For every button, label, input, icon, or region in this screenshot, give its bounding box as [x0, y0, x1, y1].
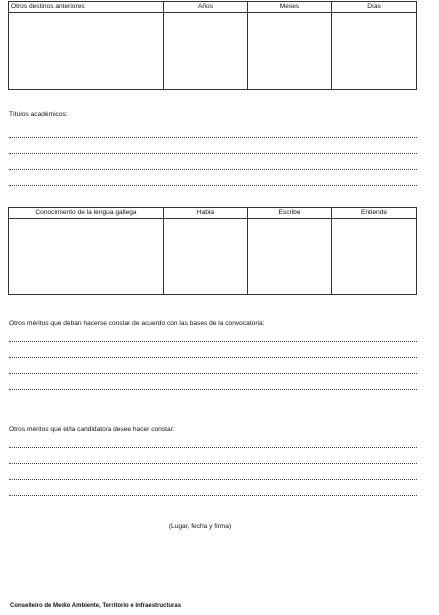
academic-titles-line-4[interactable] [9, 185, 417, 186]
academic-titles-label: Títulos académicos: [9, 111, 68, 118]
header-months: Meses [248, 2, 332, 13]
table-header-row [9, 2, 417, 13]
table-row [9, 13, 417, 90]
header-speaks: Habla [164, 208, 248, 219]
merits-candidate-line-4[interactable] [9, 495, 417, 496]
merits-candidate-line-1[interactable] [9, 447, 417, 448]
merits-candidate-line-2[interactable] [9, 463, 417, 464]
cell-understands[interactable] [332, 219, 417, 295]
table-header-row [9, 208, 417, 219]
table-row [9, 219, 417, 295]
cell-writes[interactable] [248, 219, 332, 295]
merits-bases-line-3[interactable] [9, 373, 417, 374]
header-other-destinations: Otros destinos anteriores [9, 2, 164, 13]
academic-titles-line-2[interactable] [9, 153, 417, 154]
merits-candidate-label: Otros méritos que el/la candidato/a desee hacer constar: [9, 426, 175, 433]
header-language-knowledge: Conocimiento de la lengua gallega [9, 208, 164, 219]
signature-label: (Lugar, fecha y firma) [168, 523, 232, 530]
cell-months[interactable] [248, 13, 332, 90]
academic-titles-line-1[interactable] [9, 137, 417, 138]
header-writes: Escribe [248, 208, 332, 219]
footer-department: Conselleiro de Medio Ambiente, Territorio e Infraestructuras [10, 603, 182, 609]
header-understands: Entiende [332, 208, 417, 219]
cell-days[interactable] [332, 13, 417, 90]
merits-bases-line-2[interactable] [9, 357, 417, 358]
academic-titles-line-3[interactable] [9, 169, 417, 170]
cell-destinations[interactable] [9, 13, 164, 90]
header-years: Años [164, 2, 248, 13]
table-galician-language [8, 207, 417, 295]
cell-language[interactable] [9, 219, 164, 295]
merits-candidate-line-3[interactable] [9, 479, 417, 480]
table-other-destinations [8, 1, 417, 90]
header-days: Días [332, 2, 417, 13]
cell-years[interactable] [164, 13, 248, 90]
merits-bases-line-1[interactable] [9, 341, 417, 342]
merits-bases-label: Otros méritos que deban hacerse constar de acuerdo con las bases de la convocatoria: [9, 320, 265, 327]
cell-speaks[interactable] [164, 219, 248, 295]
merits-bases-line-4[interactable] [9, 389, 417, 390]
